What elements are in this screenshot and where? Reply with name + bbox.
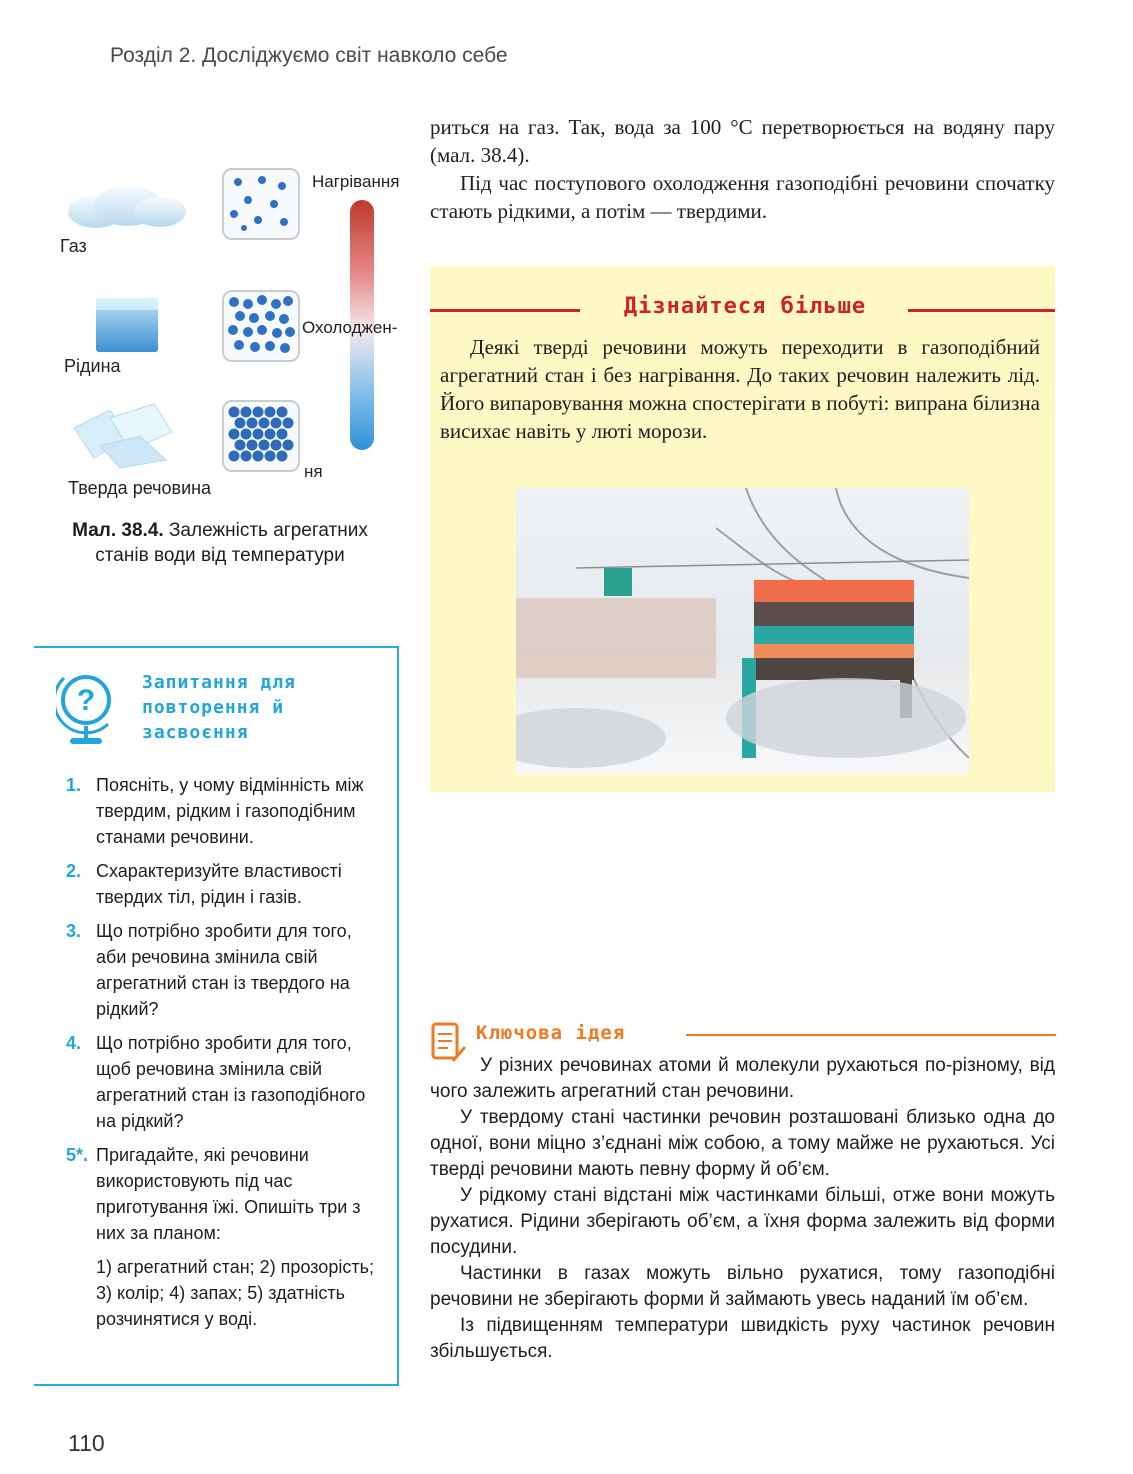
divider [430, 309, 580, 312]
question-globe-icon [56, 668, 118, 750]
question-item [66, 1030, 386, 1134]
question-text: Що потрібно зробити для того, щоб речовина змінила свій агрегатний стан із газоподібного на рідкий? [96, 1033, 366, 1131]
question-number: 2. [66, 861, 82, 881]
learn-more-title: Дізнайтеся більше [623, 294, 867, 319]
laundry-photo-illustration [516, 488, 969, 774]
learn-more-header [430, 294, 1055, 324]
page-number: 110 [68, 1430, 105, 1456]
heating-label: Нагрівання [312, 172, 400, 191]
svg-text:?: ? [76, 684, 96, 717]
key-idea-paragraph: У різних речовинах атоми й молекули рухаються по-різному, від чого залежить агрегатний стан речовини. [430, 1055, 1055, 1102]
question-plan: 1) агрегатний стан; 2) прозорість; 3) колір; 4) запах; 5) здатність розчинятися у воді. [96, 1257, 374, 1329]
gas-particles [224, 170, 298, 238]
ice-image [70, 398, 188, 470]
learn-more-text: Деякі тверді речовини можуть переходити в газоподібний агрегатний стан і без нагрівання. До таких речовин належить лід. Його випаровування можна спостерігати в побуті: випрана білизна висихає навіть у люті морози. [440, 335, 1040, 443]
question-text: Що потрібно зробити для того, аби речовина змінила свій агрегатний стан із твердого на рідкий? [96, 921, 352, 1019]
divider [908, 309, 1055, 312]
solid-label: Тверда речовина [68, 478, 212, 498]
question-text: Схарактеризуйте властивості твердих тіл, рідин і газів. [96, 861, 342, 907]
question-number: 3. [66, 921, 82, 941]
liquid-label: Рідина [64, 356, 121, 376]
figure-caption-text: Залежність агрегатних станів води від температури [95, 520, 368, 566]
solid-particles-box [222, 400, 300, 472]
figure-caption [60, 518, 380, 568]
questions-title: Запитання для повторення й засвоєння [142, 672, 296, 743]
question-item [66, 1142, 386, 1246]
question-item [66, 858, 386, 910]
laundry-in-frost-photo [516, 488, 969, 774]
key-idea-paragraph: Із підвищенням температури швидкість руху частинок речовин збільшується. [430, 1315, 1055, 1362]
liquid-particles [224, 292, 298, 360]
key-idea-paragraph: У твердому стані частинки речовин розташовані близько одна до одної, вони міцно з’єднані між собою, а тому майже не рухаються. Усі тверді речовини мають певну форму й об’єм. [430, 1107, 1055, 1180]
key-idea-paragraph: Частинки в газах можуть вільно рухатися, тому газоподібні речовини не зберігають форми й займають увесь наданий їм об’єм. [430, 1263, 1055, 1310]
paragraph: Під час поступового охолодження газоподібні речовини спочатку стають рідкими, а потім — твердими. [430, 171, 1055, 223]
question-text: Поясніть, у чому відмінність між твердим, рідким і газоподібним станами речовини. [96, 775, 364, 847]
paragraph: риться на газ. Так, вода за 100 °С перетворюється на водяну пару (мал. 38.4). [430, 115, 1055, 167]
question-text: Пригадайте, які речовини використовують під час приготування їжі. Опишіть три з них за планом: [96, 1145, 361, 1243]
key-idea-divider [686, 1034, 1056, 1036]
gas-particles-box [222, 168, 300, 240]
solid-particles [224, 402, 298, 470]
main-text-top [430, 113, 1055, 225]
key-idea-paragraph: У рідкому стані відстані між частинками більші, отже вони можуть рухатися. Рідини зберігають об’єм, а їхня форма залежить від форми посудини. [430, 1185, 1055, 1258]
learn-more-box [430, 266, 1055, 792]
key-idea-text [430, 1053, 1055, 1365]
cooling-label: Охолоджен- [302, 318, 398, 337]
question-item [66, 918, 386, 1022]
cooling-label-end: ня [304, 462, 323, 481]
cloud-image [66, 182, 188, 230]
liquid-particles-box [222, 290, 300, 362]
question-number: 1. [66, 775, 82, 795]
running-header: Розділ 2. Досліджуємо світ навколо себе [110, 44, 508, 67]
question-number: 5*. [66, 1145, 89, 1165]
question-item [66, 772, 386, 850]
questions-list [66, 772, 386, 1332]
figure-number: Мал. 38.4. [72, 520, 164, 541]
question-number: 4. [66, 1033, 82, 1053]
water-image [94, 296, 160, 354]
key-idea-title: Ключова ідея [476, 1022, 626, 1044]
gas-label: Газ [60, 236, 87, 256]
figure-38-4 [60, 160, 410, 510]
